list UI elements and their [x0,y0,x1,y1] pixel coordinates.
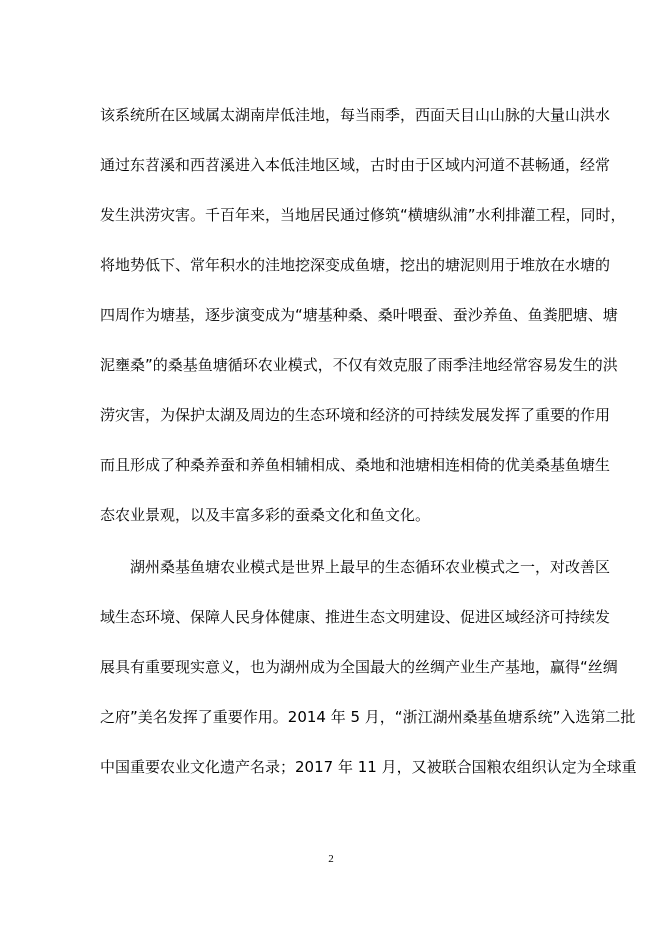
text-line: 发生洪涝灾害。千百年来，当地居民通过修筑“横塘纵浦”水利排灌工程，同时， [100,206,626,224]
text-line: 涝灾害，为保护太湖及周边的生态环境和经济的可持续发展发挥了重要的作用 [100,406,611,424]
paragraph-first-line: 湖州桑基鱼塘农业模式是世界上最早的生态循环农业模式之一，对改善区 [130,558,611,576]
text-line: 中国重要农业文化遗产名录；2017 年 11 月，又被联合国粮农组织认定为全球重 [100,758,637,776]
text-line: 之府”美名发挥了重要作用。2014 年 5 月，“浙江湖州桑基鱼塘系统”入选第二批 [100,708,636,726]
text-line: 态农业景观，以及丰富多彩的蚕桑文化和鱼文化。 [100,506,431,524]
text-line: 而且形成了种桑养蚕和养鱼相辅相成、桑地和池塘相连相倚的优美桑基鱼塘生 [100,456,611,474]
text-line: 通过东苕溪和西苕溪进入本低洼地区域，古时由于区域内河道不甚畅通，经常 [100,156,611,174]
text-line: 该系统所在区域属太湖南岸低洼地，每当雨季，西面天目山山脉的大量山洪水 [100,106,611,124]
text-line: 四周作为塘基，逐步演变成为“塘基种桑、桑叶喂蚕、蚕沙养鱼、鱼粪肥塘、塘 [100,306,618,324]
text-line: 域生态环境、保障人民身体健康、推进生态文明建设、促进区域经济可持续发 [100,608,611,626]
text-line: 展具有重要现实意义，也为湖州成为全国最大的丝绸产业生产基地，赢得“丝绸 [100,658,618,676]
text-line: 泥壅桑”的桑基鱼塘循环农业模式，不仅有效克服了雨季洼地经常容易发生的洪 [100,356,618,374]
page-number: 2 [328,853,334,865]
text-line: 将地势低下、常年积水的洼地挖深变成鱼塘，挖出的塘泥则用于堆放在水塘的 [100,256,611,274]
